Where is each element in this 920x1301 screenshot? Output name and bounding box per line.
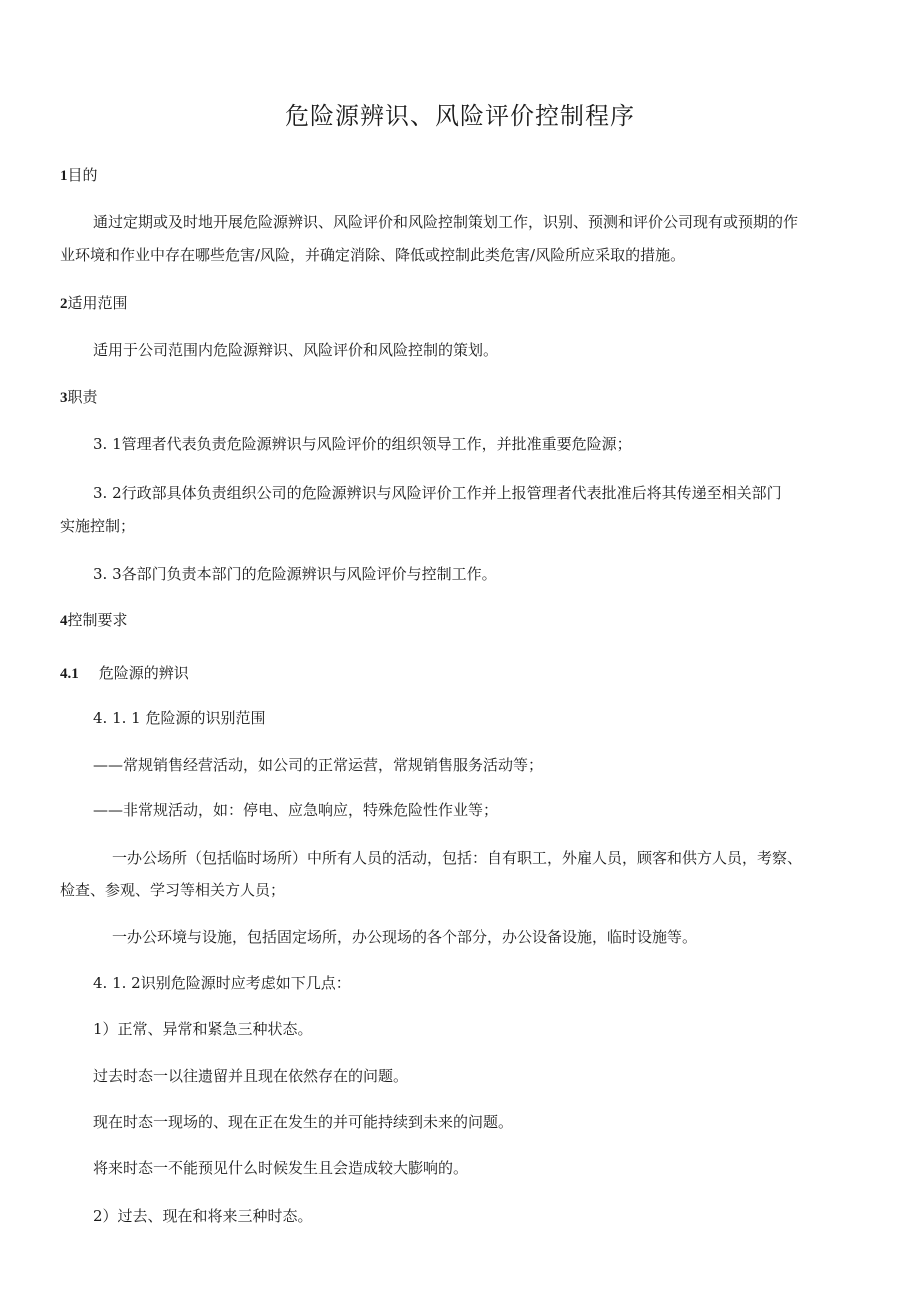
document-title: 危险源辨识、风险评价控制程序 <box>285 102 635 130</box>
tense-present: 现在时态一现场的、现在正在发生的并可能持续到未来的问题。 <box>93 1113 514 1131</box>
item-1-states: 1）正常、异常和紧急三种状态。 <box>93 1020 313 1038</box>
tense-past: 过去时态一以往遗留并且现在依然存在的问题。 <box>93 1067 409 1085</box>
clause-3-2-line-1: 3. 2行政部具体负责组织公司的危险源辨识与风险评价工作并上报管理者代表批准后将其传递至相关部门 <box>93 484 782 502</box>
section-3-heading <box>60 386 98 409</box>
item-2-tenses: 2）过去、现在和将来三种时态。 <box>93 1207 313 1225</box>
section-number: 1 <box>60 168 68 184</box>
bullet-office-personnel-line-2: 检查、参观、学习等相关方人员； <box>60 881 286 899</box>
subsection-4-1-heading <box>60 662 189 685</box>
bullet-routine-activities: ——常规销售经营活动，如公司的正常运营，常规销售服务活动等； <box>93 756 544 774</box>
section-label: 适用范围 <box>67 294 128 312</box>
bullet-non-routine-activities: ——非常规活动，如：停电、应急响应，特殊危险性作业等； <box>93 801 499 819</box>
clause-4-1-1: 4. 1. 1 危险源的识别范围 <box>93 709 266 727</box>
tense-future: 将来时态一不能预见什么时候发生且会造成较大膨响的。 <box>93 1159 469 1177</box>
section-2-paragraph: 适用于公司范围内危险源辩识、风险评价和风险控制的策划。 <box>93 341 499 359</box>
section-4-heading <box>60 609 128 632</box>
subsection-number: 4.1 <box>60 666 79 682</box>
section-1-paragraph-line-2: 业环境和作业中存在哪些危害/风险，并确定消除、降低或控制此类危害/风险所应采取的措施。 <box>60 246 686 264</box>
section-label: 职责 <box>67 388 98 406</box>
section-number: 3 <box>60 390 68 406</box>
clause-3-2-line-2: 实施控制； <box>60 517 136 535</box>
clause-3-1: 3. 1管理者代表负责危险源辨识与风险评价的组织领导工作，并批准重要危险源； <box>93 435 632 453</box>
clause-4-1-2: 4. 1. 2识别危险源时应考虑如下几点： <box>93 974 351 992</box>
section-1-heading <box>60 164 98 187</box>
section-label: 控制要求 <box>67 611 128 629</box>
section-1-paragraph-line-1: 通过定期或及时地开展危险源辨识、风险评价和风险控制策划工作，识别、预测和评价公司现有或预期的作 <box>93 213 799 231</box>
bullet-office-environment: 一办公环境与设施，包括固定场所，办公现场的各个部分，办公设备设施，临时设施等。 <box>112 928 698 946</box>
subsection-label: 危险源的辨识 <box>98 664 189 682</box>
clause-3-3: 3. 3各部门负责本部门的危险源辨识与风险评价与控制工作。 <box>93 565 497 583</box>
section-number: 2 <box>60 296 68 312</box>
section-label: 目的 <box>67 166 98 184</box>
section-number: 4 <box>60 613 68 629</box>
section-2-heading <box>60 292 128 315</box>
bullet-office-personnel-line-1: 一办公场所（包括临时场所）中所有人员的活动，包括：自有职工，外雇人员，顾客和供方人员，考察、 <box>112 849 803 867</box>
